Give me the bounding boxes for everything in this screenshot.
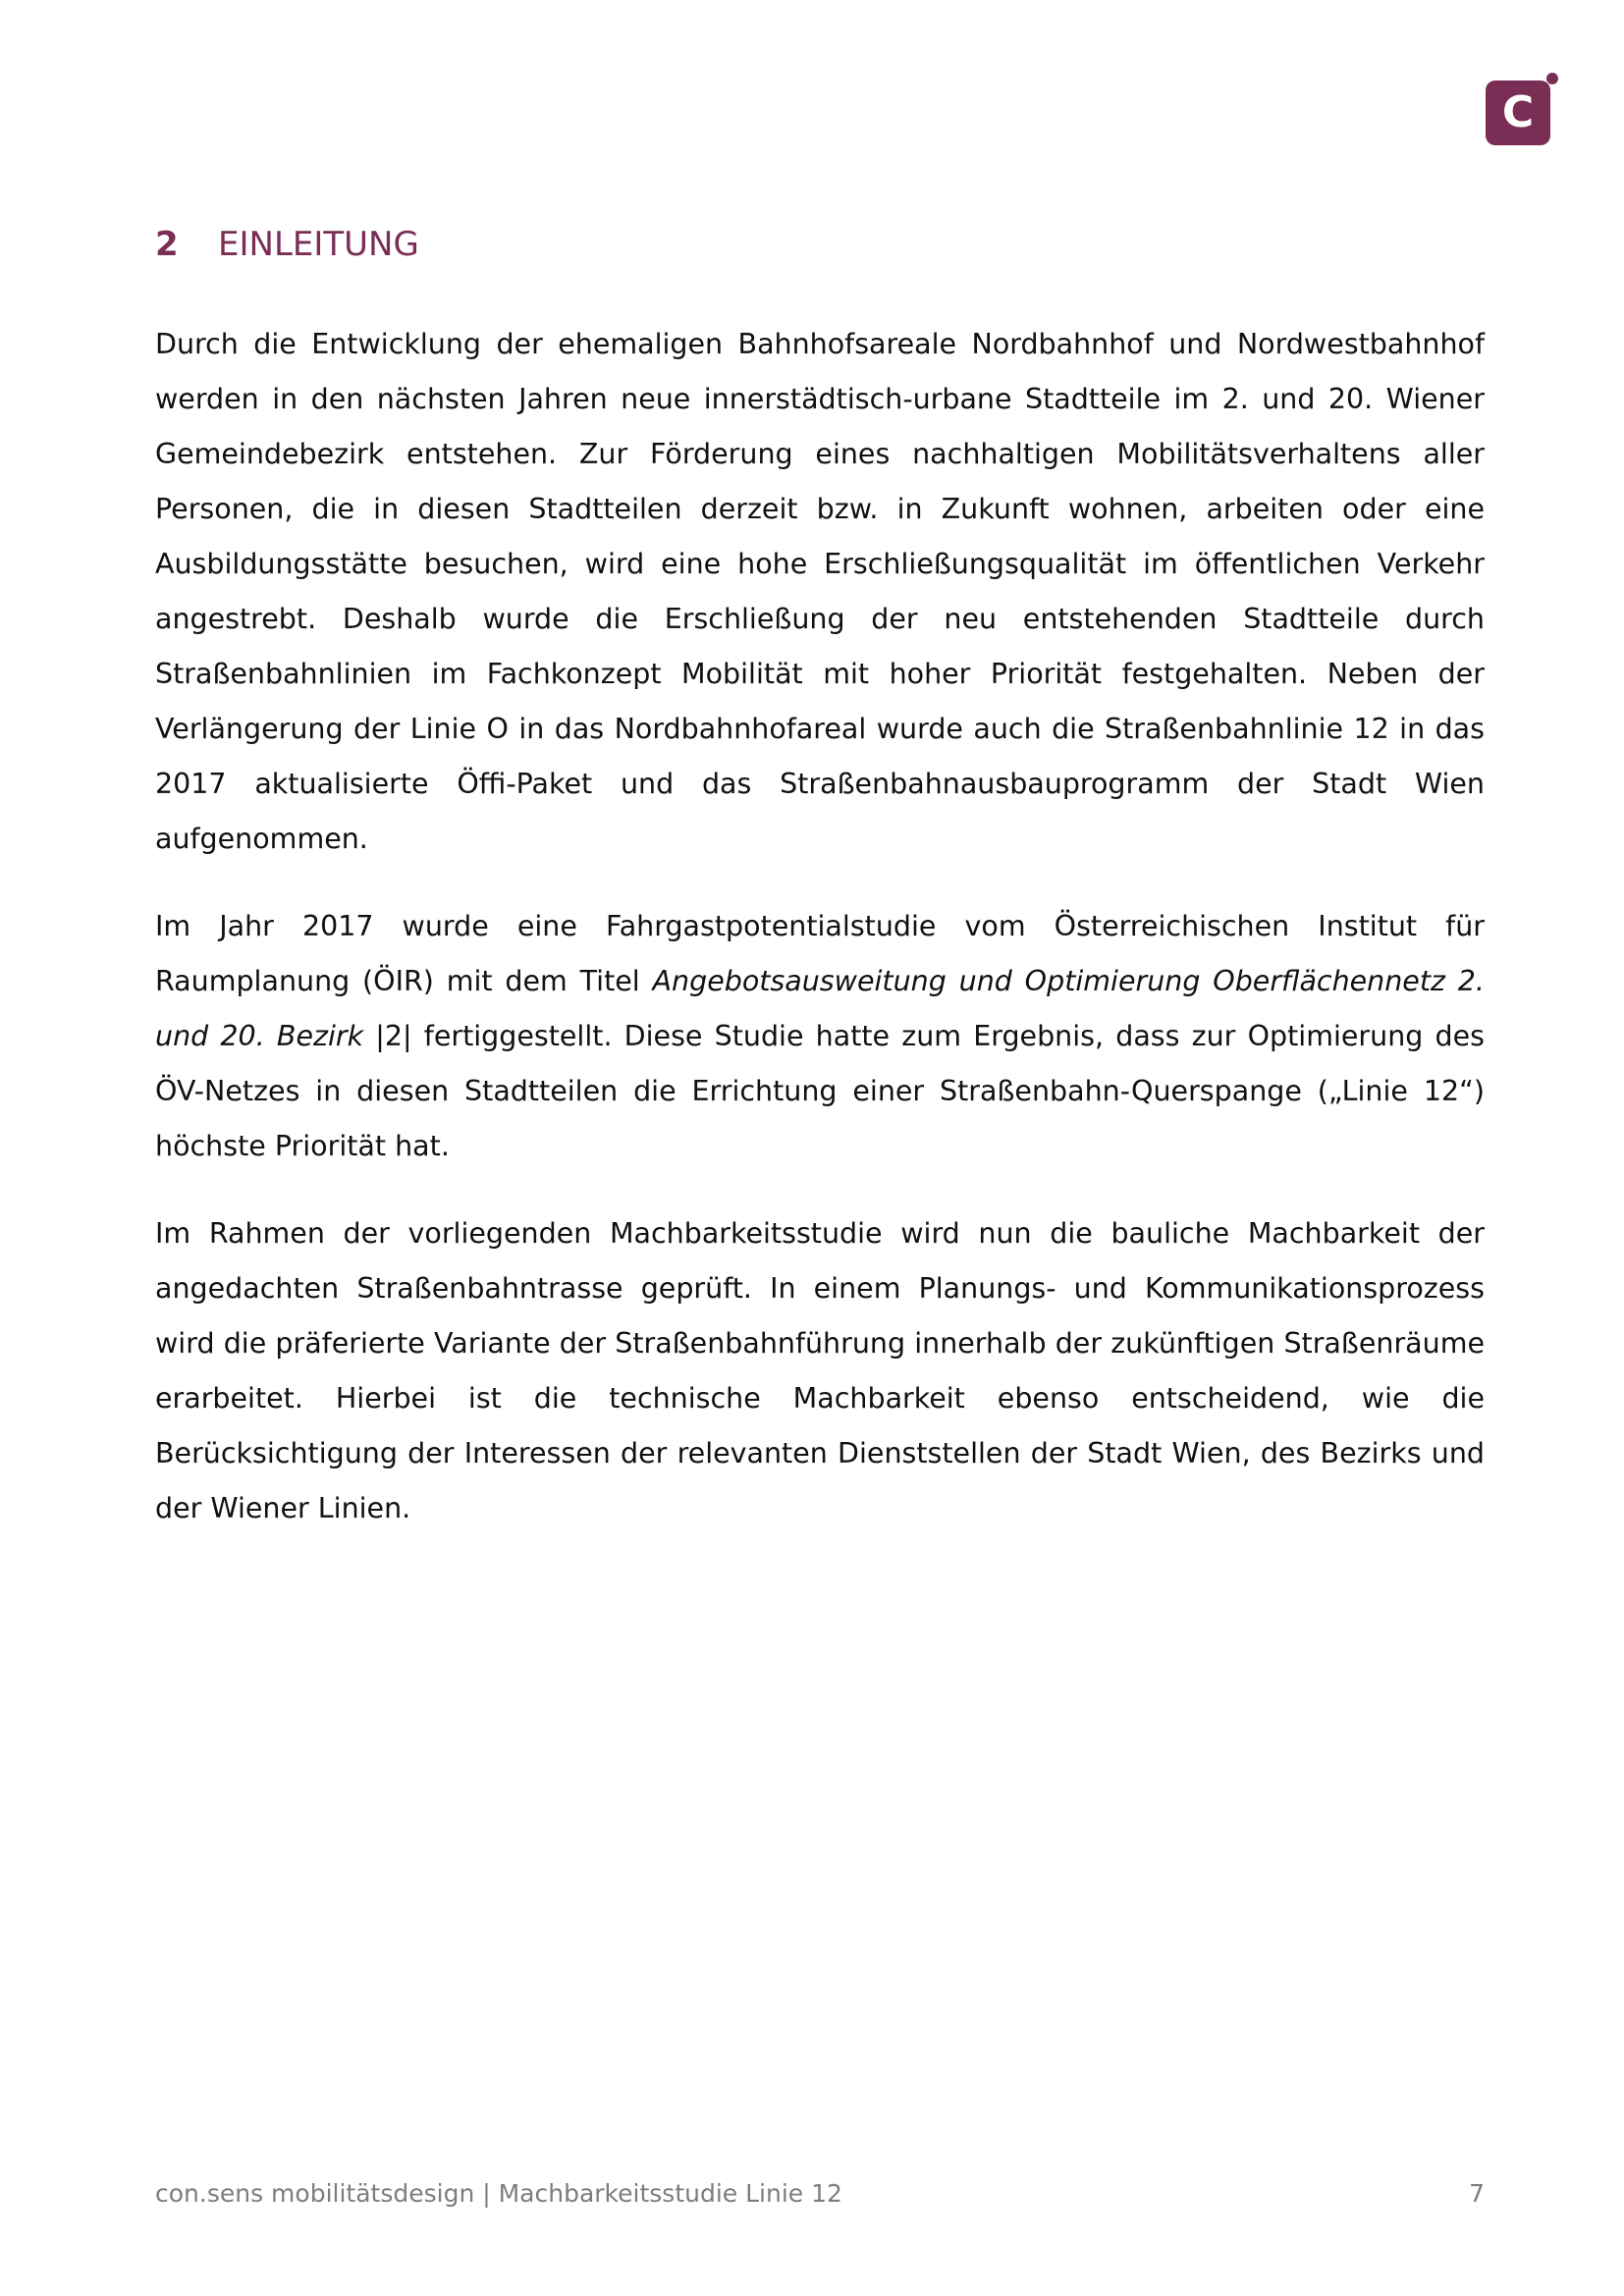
logo-letter: C [1501,87,1535,137]
study-title: Angebotsausweitung und Optimierung Oberflächennetz 2. und 20. Bezirk [155,965,1485,1052]
footer-document-title: con.sens mobilitätsdesign | Machbarkeitsstudie Linie 12 [155,2179,842,2208]
logo-dot [1546,73,1558,84]
paragraph-2 [155,899,1485,1174]
consens-logo-icon [1486,73,1558,147]
brand-logo [1486,73,1558,147]
body-text [155,317,1485,1569]
paragraph-2-intro: Im Jahr 2017 wurde eine Fahrgastpotentialstudie vom Österreichischen Institut für Raumplanung (ÖIR) mit dem Titel [155,910,1485,997]
paragraph-3: Im Rahmen der vorliegenden Machbarkeitsstudie wird nun die bauliche Machbarkeit der angedachten Straßenbahntrasse geprüft. In einem Planungs- und Kommunikationsprozess wird die präferierte Variante der Straßenbahnführung innerhalb der zukünftigen Straßenräume erarbeitet. Hierbei ist die technische Machbarkeit ebenso entscheidend, wie die Berücksichtigung der Interessen der relevanten Dienststellen der Stadt Wien, des Bezirks und der Wiener Linien. [155,1217,1485,1524]
paragraph-1: Durch die Entwicklung der ehemaligen Bahnhofsareale Nordbahnhof und Nordwestbahnhof werden in den nächsten Jahren neue innerstädtisch-urbane Stadtteile im 2. und 20. Wiener Gemeindebezirk entstehen. Zur Förderung eines nachhaltigen Mobilitätsverhaltens aller Personen, die in diesen Stadtteilen derzeit bzw. in Zukunft wohnen, arbeiten oder eine Ausbildungsstätte besuchen, wird eine hohe Erschließungsqualität im öffentlichen Verkehr angestrebt. Deshalb wurde die Erschließung der neu entstehenden Stadtteile durch Straßenbahnlinien im Fachkonzept Mobilität mit hoher Priorität festgehalten. Neben der Verlängerung der Linie O in das Nordbahnhofareal wurde auch die Straßenbahnlinie 12 in das 2017 aktualisierte Öffi-Paket und das Straßenbahnausbauprogramm der Stadt Wien aufgenommen. [155,328,1485,855]
section-heading [155,222,419,267]
footer-page-number: 7 [1469,2179,1485,2208]
section-number: 2 [155,225,179,264]
paragraph-2-rest: |2| fertiggestellt. Diese Studie hatte zum Ergebnis, dass zur Optimierung des ÖV-Netzes in diesen Stadtteilen die Errichtung einer Straßenbahn-Querspange („Linie 12“) höchste Priorität hat. [155,1020,1485,1162]
section-title: EINLEITUNG [218,225,419,264]
